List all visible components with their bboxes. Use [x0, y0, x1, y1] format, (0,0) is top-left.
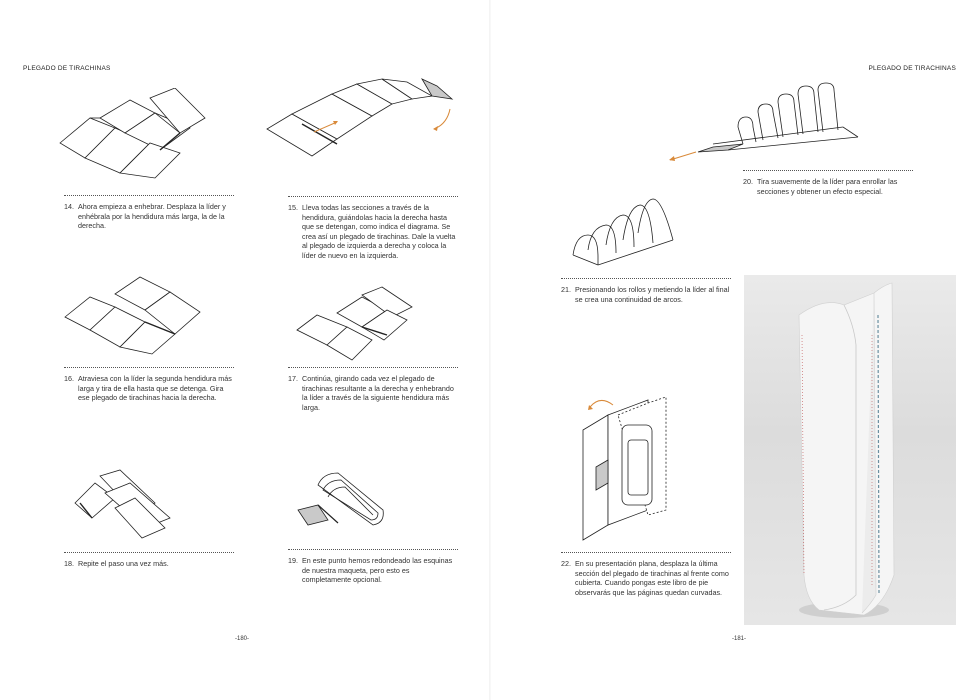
folio-right: -181-: [732, 636, 747, 642]
dotted-rule: [743, 170, 913, 171]
step-number: 19.: [288, 556, 298, 565]
diagram-step-20: [668, 82, 863, 167]
diagram-step-18: [70, 468, 175, 540]
dotted-rule: [288, 367, 458, 368]
dotted-rule: [561, 552, 731, 553]
dotted-rule: [64, 195, 234, 196]
step-number: 15.: [288, 203, 298, 212]
diagram-step-21: [568, 195, 683, 270]
step-number: 21.: [561, 285, 571, 294]
diagram-step-15: [262, 74, 457, 174]
step-text: En este punto hemos redondeado las esquinas de nuestra maqueta, pero esto es completamente opcional.: [302, 556, 453, 585]
step-16: [64, 367, 234, 403]
step-14: [64, 195, 234, 231]
step-text: Continúa, girando cada vez el plegado de tirachinas resultante a la derecha y enhebrando la líder a través de la siguiente hendidura más larga.: [302, 374, 454, 412]
diagram-step-14: [55, 88, 220, 183]
step-17: [288, 367, 458, 412]
step-text: Repite el paso una vez más.: [78, 559, 169, 568]
step-number: 17.: [288, 374, 298, 383]
step-text: Tira suavemente de la líder para enrollar las secciones y obtener un efecto especial.: [757, 177, 898, 196]
step-number: 20.: [743, 177, 753, 186]
dotted-rule: [64, 367, 234, 368]
step-number: 22.: [561, 559, 571, 568]
step-20: [743, 170, 913, 196]
running-header-left: PLEGADO DE TIRACHINAS: [23, 65, 111, 72]
dotted-rule: [64, 552, 234, 553]
diagram-step-22: [578, 385, 678, 545]
folio-left: -180-: [235, 636, 250, 642]
step-text: En su presentación plana, desplaza la última sección del plegado de tirachinas al frente como cubierta. Cuando pongas este libro de pie observarás que las páginas quedan curvadas.: [575, 559, 729, 597]
running-header-right: PLEGADO DE TIRACHINAS: [868, 65, 956, 72]
gutter: [489, 0, 491, 700]
diagram-step-16: [60, 272, 210, 357]
step-text: Lleva todas las secciones a través de la hendidura, guiándolas hacia la derecha hasta que se detengan, como indica el diagrama. Se crea así un plegado de tirachinas. Dale la vuelta al plegado de izquierda a derecha y coloca la líder de nuevo en la izquierda.: [302, 203, 456, 260]
step-text: Presionando los rollos y metiendo la líder al final se crea una continuidad de arcos.: [575, 285, 730, 304]
diagram-step-17: [292, 285, 422, 365]
dotted-rule: [288, 196, 458, 197]
step-22: [561, 552, 731, 597]
book-photo: [744, 275, 956, 625]
dotted-rule: [561, 278, 731, 279]
step-15: [288, 196, 458, 261]
step-18: [64, 552, 234, 569]
step-text: Ahora empieza a enhebrar. Desplaza la líder y enhébrala por la hendidura más larga, la de la derecha.: [78, 202, 226, 231]
step-number: 14.: [64, 202, 74, 211]
step-text: Atraviesa con la líder la segunda hendidura más larga y tira de ella hasta que se detenga. Gira ese plegado de tirachinas hacia la derecha.: [78, 374, 232, 403]
dotted-rule: [288, 549, 458, 550]
step-19: [288, 549, 458, 585]
diagram-step-19: [293, 465, 393, 535]
step-number: 16.: [64, 374, 74, 383]
step-number: 18.: [64, 559, 74, 568]
step-21: [561, 278, 731, 304]
